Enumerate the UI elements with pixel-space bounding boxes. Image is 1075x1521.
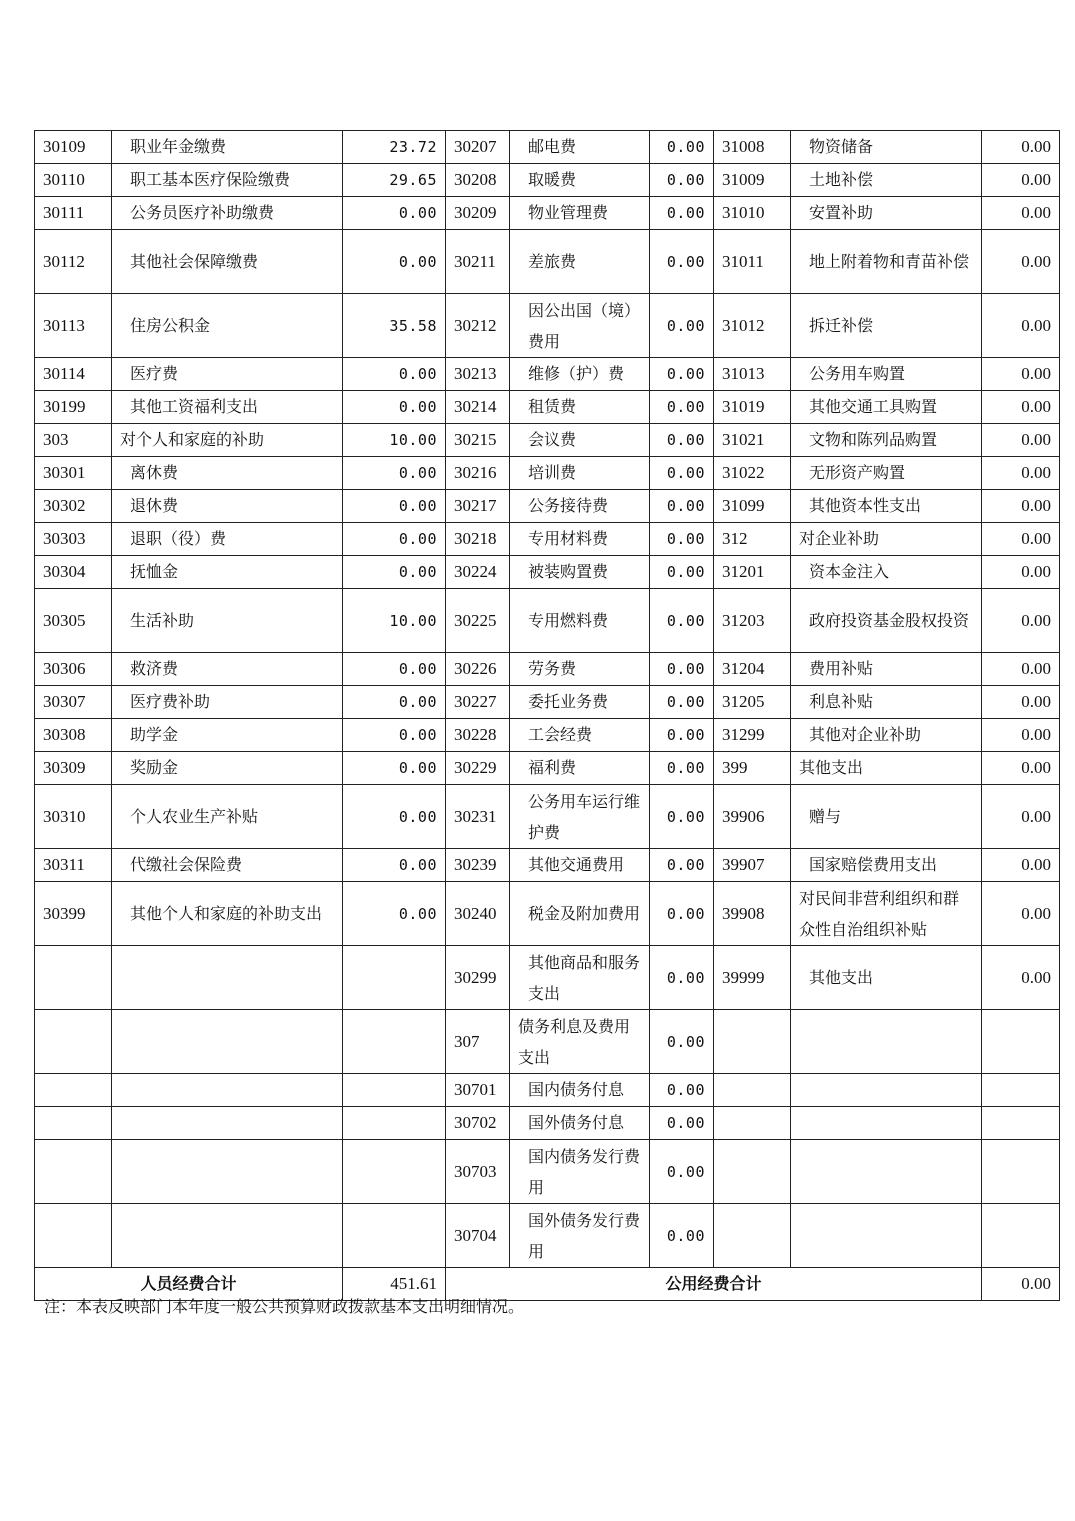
code-cell: 30218 xyxy=(446,523,510,556)
code-cell: 307 xyxy=(446,1010,510,1074)
name-cell: 安置补助 xyxy=(791,197,982,230)
name-cell: 其他支出 xyxy=(791,946,982,1010)
name-cell: 退职（役）费 xyxy=(112,523,343,556)
code-cell: 30211 xyxy=(446,230,510,294)
code-cell: 312 xyxy=(714,523,791,556)
amount-cell: 0.00 xyxy=(343,230,446,294)
name-cell xyxy=(112,1074,343,1107)
code-cell: 30209 xyxy=(446,197,510,230)
code-cell xyxy=(714,1140,791,1204)
amount-cell: 0.00 xyxy=(650,294,714,358)
amount-cell: 10.00 xyxy=(343,424,446,457)
name-cell: 其他商品和服务支出 xyxy=(510,946,650,1010)
table-row xyxy=(35,358,1060,391)
amount-cell: 0.00 xyxy=(343,849,446,882)
name-cell: 生活补助 xyxy=(112,589,343,653)
name-cell: 物业管理费 xyxy=(510,197,650,230)
code-cell: 31019 xyxy=(714,391,791,424)
amount-cell: 0.00 xyxy=(650,785,714,849)
code-cell: 30306 xyxy=(35,653,112,686)
code-cell: 30227 xyxy=(446,686,510,719)
amount-cell: 0.00 xyxy=(982,197,1060,230)
personnel-total-value: 451.61 xyxy=(343,1268,446,1301)
name-cell: 公务用车购置 xyxy=(791,358,982,391)
code-cell xyxy=(35,1107,112,1140)
name-cell: 其他社会保障缴费 xyxy=(112,230,343,294)
table-row xyxy=(35,686,1060,719)
name-cell: 其他交通工具购置 xyxy=(791,391,982,424)
amount-cell: 0.00 xyxy=(650,391,714,424)
name-cell xyxy=(112,1107,343,1140)
name-cell: 利息补贴 xyxy=(791,686,982,719)
amount-cell: 0.00 xyxy=(343,686,446,719)
table-row xyxy=(35,1107,1060,1140)
code-cell: 30110 xyxy=(35,164,112,197)
name-cell: 助学金 xyxy=(112,719,343,752)
code-cell: 30112 xyxy=(35,230,112,294)
amount-cell: 0.00 xyxy=(650,490,714,523)
name-cell: 离休费 xyxy=(112,457,343,490)
name-cell: 福利费 xyxy=(510,752,650,785)
name-cell xyxy=(791,1140,982,1204)
personnel-total-label: 人员经费合计 xyxy=(35,1268,343,1301)
name-cell: 专用燃料费 xyxy=(510,589,650,653)
code-cell xyxy=(35,1074,112,1107)
name-cell: 因公出国（境）费用 xyxy=(510,294,650,358)
name-cell: 文物和陈列品购置 xyxy=(791,424,982,457)
table-row xyxy=(35,589,1060,653)
amount-cell: 0.00 xyxy=(650,1010,714,1074)
name-cell: 国外债务付息 xyxy=(510,1107,650,1140)
name-cell: 国外债务发行费用 xyxy=(510,1204,650,1268)
code-cell: 30305 xyxy=(35,589,112,653)
code-cell: 30214 xyxy=(446,391,510,424)
amount-cell xyxy=(343,1140,446,1204)
amount-cell: 0.00 xyxy=(982,849,1060,882)
amount-cell: 0.00 xyxy=(343,358,446,391)
amount-cell: 0.00 xyxy=(982,589,1060,653)
name-cell: 职业年金缴费 xyxy=(112,131,343,164)
amount-cell: 0.00 xyxy=(343,457,446,490)
amount-cell: 0.00 xyxy=(343,197,446,230)
code-cell: 30207 xyxy=(446,131,510,164)
table-row xyxy=(35,946,1060,1010)
code-cell: 30113 xyxy=(35,294,112,358)
name-cell: 公务员医疗补助缴费 xyxy=(112,197,343,230)
amount-cell: 0.00 xyxy=(650,849,714,882)
name-cell xyxy=(791,1074,982,1107)
amount-cell xyxy=(343,1107,446,1140)
table-row xyxy=(35,294,1060,358)
code-cell: 31021 xyxy=(714,424,791,457)
amount-cell: 0.00 xyxy=(343,556,446,589)
amount-cell: 0.00 xyxy=(650,197,714,230)
code-cell: 30213 xyxy=(446,358,510,391)
public-total-label: 公用经费合计 xyxy=(446,1268,982,1301)
name-cell: 劳务费 xyxy=(510,653,650,686)
name-cell: 费用补贴 xyxy=(791,653,982,686)
amount-cell: 0.00 xyxy=(343,882,446,946)
code-cell xyxy=(35,1140,112,1204)
amount-cell xyxy=(343,946,446,1010)
amount-cell: 0.00 xyxy=(982,752,1060,785)
name-cell: 公务接待费 xyxy=(510,490,650,523)
name-cell xyxy=(791,1010,982,1074)
amount-cell: 29.65 xyxy=(343,164,446,197)
code-cell: 30304 xyxy=(35,556,112,589)
amount-cell: 0.00 xyxy=(982,653,1060,686)
code-cell: 31009 xyxy=(714,164,791,197)
amount-cell: 0.00 xyxy=(650,719,714,752)
name-cell: 土地补偿 xyxy=(791,164,982,197)
name-cell: 取暖费 xyxy=(510,164,650,197)
code-cell: 399 xyxy=(714,752,791,785)
amount-cell: 0.00 xyxy=(982,490,1060,523)
code-cell: 30240 xyxy=(446,882,510,946)
name-cell: 邮电费 xyxy=(510,131,650,164)
code-cell: 30301 xyxy=(35,457,112,490)
amount-cell: 0.00 xyxy=(982,686,1060,719)
name-cell: 对民间非营利组织和群众性自治组织补贴 xyxy=(791,882,982,946)
amount-cell: 0.00 xyxy=(343,653,446,686)
table-row xyxy=(35,1140,1060,1204)
amount-cell: 0.00 xyxy=(650,457,714,490)
amount-cell: 0.00 xyxy=(650,1074,714,1107)
code-cell: 30228 xyxy=(446,719,510,752)
name-cell: 对企业补助 xyxy=(791,523,982,556)
code-cell: 31201 xyxy=(714,556,791,589)
amount-cell: 0.00 xyxy=(982,391,1060,424)
amount-cell: 0.00 xyxy=(982,882,1060,946)
table-row xyxy=(35,197,1060,230)
table-row xyxy=(35,719,1060,752)
name-cell: 拆迁补偿 xyxy=(791,294,982,358)
amount-cell: 0.00 xyxy=(650,946,714,1010)
name-cell: 住房公积金 xyxy=(112,294,343,358)
amount-cell: 0.00 xyxy=(650,1140,714,1204)
name-cell: 医疗费 xyxy=(112,358,343,391)
amount-cell: 0.00 xyxy=(343,719,446,752)
name-cell: 奖励金 xyxy=(112,752,343,785)
code-cell: 30226 xyxy=(446,653,510,686)
amount-cell: 0.00 xyxy=(982,946,1060,1010)
amount-cell: 0.00 xyxy=(982,164,1060,197)
name-cell: 其他个人和家庭的补助支出 xyxy=(112,882,343,946)
code-cell: 30217 xyxy=(446,490,510,523)
amount-cell xyxy=(982,1204,1060,1268)
name-cell: 差旅费 xyxy=(510,230,650,294)
name-cell: 医疗费补助 xyxy=(112,686,343,719)
amount-cell xyxy=(343,1010,446,1074)
amount-cell: 0.00 xyxy=(650,589,714,653)
code-cell: 30701 xyxy=(446,1074,510,1107)
name-cell: 赠与 xyxy=(791,785,982,849)
table-row xyxy=(35,131,1060,164)
table-row xyxy=(35,1010,1060,1074)
amount-cell: 0.00 xyxy=(650,882,714,946)
amount-cell: 0.00 xyxy=(650,653,714,686)
code-cell: 30302 xyxy=(35,490,112,523)
code-cell: 30216 xyxy=(446,457,510,490)
table-row xyxy=(35,164,1060,197)
name-cell: 其他支出 xyxy=(791,752,982,785)
name-cell: 维修（护）费 xyxy=(510,358,650,391)
amount-cell: 0.00 xyxy=(650,686,714,719)
code-cell: 31099 xyxy=(714,490,791,523)
code-cell xyxy=(714,1204,791,1268)
code-cell: 30208 xyxy=(446,164,510,197)
table-row xyxy=(35,1074,1060,1107)
code-cell: 30307 xyxy=(35,686,112,719)
amount-cell: 0.00 xyxy=(343,490,446,523)
name-cell: 其他工资福利支出 xyxy=(112,391,343,424)
amount-cell: 0.00 xyxy=(650,230,714,294)
table-row xyxy=(35,882,1060,946)
name-cell: 会议费 xyxy=(510,424,650,457)
code-cell xyxy=(35,946,112,1010)
table-row xyxy=(35,523,1060,556)
name-cell: 对个人和家庭的补助 xyxy=(112,424,343,457)
amount-cell: 0.00 xyxy=(650,424,714,457)
name-cell: 培训费 xyxy=(510,457,650,490)
code-cell: 39999 xyxy=(714,946,791,1010)
code-cell: 30109 xyxy=(35,131,112,164)
code-cell: 30308 xyxy=(35,719,112,752)
amount-cell: 0.00 xyxy=(982,358,1060,391)
name-cell: 代缴社会保险费 xyxy=(112,849,343,882)
amount-cell: 0.00 xyxy=(650,556,714,589)
amount-cell: 0.00 xyxy=(982,131,1060,164)
table-row xyxy=(35,849,1060,882)
code-cell: 39907 xyxy=(714,849,791,882)
name-cell xyxy=(112,946,343,1010)
code-cell: 30703 xyxy=(446,1140,510,1204)
code-cell: 30309 xyxy=(35,752,112,785)
name-cell: 抚恤金 xyxy=(112,556,343,589)
expenditure-detail-table xyxy=(34,130,1060,1301)
code-cell: 31204 xyxy=(714,653,791,686)
code-cell: 31013 xyxy=(714,358,791,391)
name-cell: 救济费 xyxy=(112,653,343,686)
name-cell: 物资储备 xyxy=(791,131,982,164)
code-cell: 31008 xyxy=(714,131,791,164)
name-cell: 职工基本医疗保险缴费 xyxy=(112,164,343,197)
code-cell: 30224 xyxy=(446,556,510,589)
code-cell: 31022 xyxy=(714,457,791,490)
name-cell: 委托业务费 xyxy=(510,686,650,719)
amount-cell: 0.00 xyxy=(650,1204,714,1268)
amount-cell xyxy=(982,1010,1060,1074)
amount-cell: 0.00 xyxy=(650,131,714,164)
code-cell: 30299 xyxy=(446,946,510,1010)
name-cell: 租赁费 xyxy=(510,391,650,424)
table-row xyxy=(35,457,1060,490)
table-row xyxy=(35,490,1060,523)
code-cell xyxy=(714,1074,791,1107)
code-cell xyxy=(35,1010,112,1074)
amount-cell: 10.00 xyxy=(343,589,446,653)
table-row xyxy=(35,391,1060,424)
code-cell: 31299 xyxy=(714,719,791,752)
amount-cell: 0.00 xyxy=(982,230,1060,294)
name-cell xyxy=(791,1204,982,1268)
code-cell: 39906 xyxy=(714,785,791,849)
name-cell: 税金及附加费用 xyxy=(510,882,650,946)
code-cell: 30311 xyxy=(35,849,112,882)
code-cell: 303 xyxy=(35,424,112,457)
amount-cell: 0.00 xyxy=(343,523,446,556)
amount-cell: 0.00 xyxy=(650,1107,714,1140)
code-cell xyxy=(714,1107,791,1140)
name-cell xyxy=(112,1010,343,1074)
name-cell: 专用材料费 xyxy=(510,523,650,556)
name-cell: 无形资产购置 xyxy=(791,457,982,490)
amount-cell: 0.00 xyxy=(343,752,446,785)
code-cell: 30399 xyxy=(35,882,112,946)
code-cell: 31010 xyxy=(714,197,791,230)
code-cell: 31203 xyxy=(714,589,791,653)
code-cell: 30111 xyxy=(35,197,112,230)
code-cell: 30229 xyxy=(446,752,510,785)
code-cell: 30114 xyxy=(35,358,112,391)
amount-cell: 0.00 xyxy=(650,523,714,556)
table-body xyxy=(35,131,1060,1268)
code-cell: 30239 xyxy=(446,849,510,882)
amount-cell: 0.00 xyxy=(343,391,446,424)
amount-cell: 0.00 xyxy=(982,719,1060,752)
code-cell: 30303 xyxy=(35,523,112,556)
code-cell: 30704 xyxy=(446,1204,510,1268)
amount-cell xyxy=(343,1204,446,1268)
amount-cell: 0.00 xyxy=(982,556,1060,589)
name-cell: 资本金注入 xyxy=(791,556,982,589)
name-cell xyxy=(112,1204,343,1268)
amount-cell xyxy=(982,1107,1060,1140)
code-cell: 39908 xyxy=(714,882,791,946)
amount-cell: 0.00 xyxy=(982,424,1060,457)
amount-cell: 23.72 xyxy=(343,131,446,164)
name-cell: 其他交通费用 xyxy=(510,849,650,882)
code-cell: 30225 xyxy=(446,589,510,653)
table-row xyxy=(35,424,1060,457)
table-row xyxy=(35,653,1060,686)
amount-cell: 0.00 xyxy=(650,164,714,197)
name-cell: 地上附着物和青苗补偿 xyxy=(791,230,982,294)
code-cell: 31205 xyxy=(714,686,791,719)
amount-cell xyxy=(982,1140,1060,1204)
name-cell: 国家赔偿费用支出 xyxy=(791,849,982,882)
code-cell: 30215 xyxy=(446,424,510,457)
amount-cell: 0.00 xyxy=(650,752,714,785)
amount-cell xyxy=(982,1074,1060,1107)
amount-cell: 0.00 xyxy=(982,457,1060,490)
name-cell: 被装购置费 xyxy=(510,556,650,589)
code-cell xyxy=(35,1204,112,1268)
code-cell: 30310 xyxy=(35,785,112,849)
code-cell: 31011 xyxy=(714,230,791,294)
code-cell: 30231 xyxy=(446,785,510,849)
name-cell: 其他对企业补助 xyxy=(791,719,982,752)
name-cell: 工会经费 xyxy=(510,719,650,752)
name-cell xyxy=(112,1140,343,1204)
table-row xyxy=(35,1204,1060,1268)
table-row xyxy=(35,785,1060,849)
name-cell xyxy=(791,1107,982,1140)
name-cell: 其他资本性支出 xyxy=(791,490,982,523)
table-row xyxy=(35,752,1060,785)
budget-detail-table-container xyxy=(34,130,1059,1301)
amount-cell: 0.00 xyxy=(982,294,1060,358)
name-cell: 政府投资基金股权投资 xyxy=(791,589,982,653)
table-row xyxy=(35,230,1060,294)
table-row xyxy=(35,556,1060,589)
name-cell: 国内债务发行费用 xyxy=(510,1140,650,1204)
name-cell: 国内债务付息 xyxy=(510,1074,650,1107)
amount-cell: 0.00 xyxy=(982,785,1060,849)
amount-cell: 0.00 xyxy=(343,785,446,849)
public-total-value: 0.00 xyxy=(982,1268,1060,1301)
amount-cell: 35.58 xyxy=(343,294,446,358)
name-cell: 退休费 xyxy=(112,490,343,523)
code-cell: 30199 xyxy=(35,391,112,424)
amount-cell: 0.00 xyxy=(650,358,714,391)
table-note: 注：本表反映部门本年度一般公共预算财政拨款基本支出明细情况。 xyxy=(44,1297,525,1316)
code-cell: 30212 xyxy=(446,294,510,358)
code-cell xyxy=(714,1010,791,1074)
name-cell: 公务用车运行维护费 xyxy=(510,785,650,849)
name-cell: 债务利息及费用支出 xyxy=(510,1010,650,1074)
code-cell: 30702 xyxy=(446,1107,510,1140)
amount-cell: 0.00 xyxy=(982,523,1060,556)
code-cell: 31012 xyxy=(714,294,791,358)
name-cell: 个人农业生产补贴 xyxy=(112,785,343,849)
amount-cell xyxy=(343,1074,446,1107)
